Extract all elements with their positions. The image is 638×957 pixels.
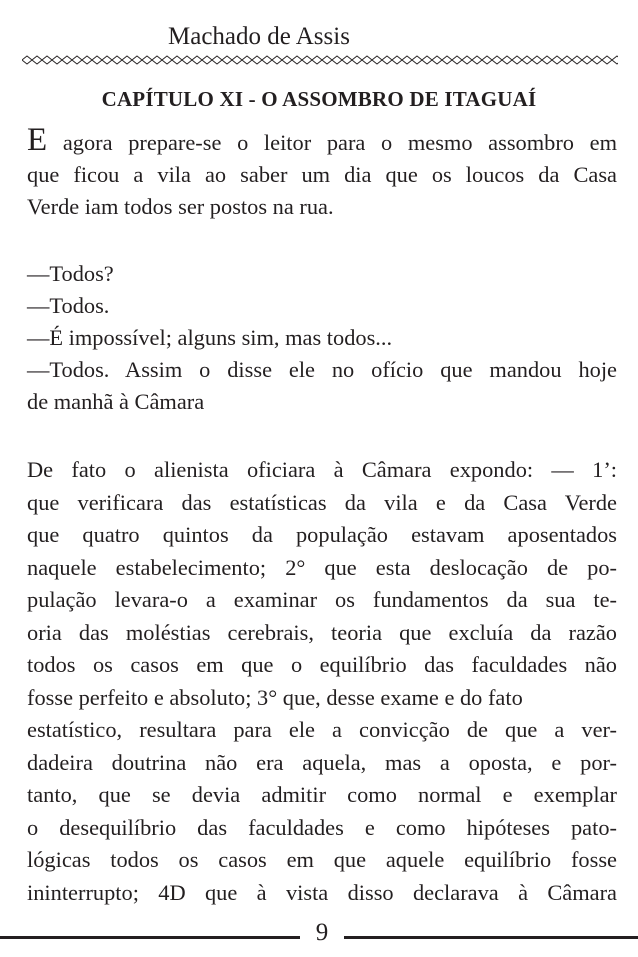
dialogue-block — [27, 258, 617, 418]
paragraph-line: oria das moléstias cerebrais, teoria que excluía da razão — [27, 619, 617, 645]
dialogue-line: —Todos. Assim o disse ele no ofício que mandou hoje — [27, 357, 617, 382]
paragraph-line: estatístico, resultara para ele a convicção de que a ver- — [27, 717, 617, 742]
running-header-author: Machado de Assis — [168, 23, 350, 50]
paragraph-line: que verificara das estatísticas da vila e da Casa Verde — [27, 489, 617, 515]
paragraph-line: fosse perfeito e absoluto; 3° que, desse exame e do fato — [27, 684, 523, 710]
paragraph-line: tanto, que se devia admitir como normal e exemplar — [27, 782, 617, 807]
page-number: 9 — [315, 919, 329, 946]
paragraph-line: ininterrupto; 4D que à vista disso declarava à Câmara — [27, 879, 617, 905]
dialogue-line: de manhã à Câmara — [27, 389, 205, 414]
paragraph-line: que ficou a vila ao saber um dia que os loucos da Casa — [27, 162, 617, 187]
paragraph-line: De fato o alienista oficiara à Câmara expondo: — 1’: — [27, 457, 617, 482]
footer-rule-right — [344, 936, 638, 939]
chapter-title: CAPÍTULO XI - O ASSOMBRO DE ITAGUAÍ — [101, 87, 537, 111]
paragraph-line: dadeira doutrina não era aquela, mas a oposta, e por- — [27, 749, 617, 775]
paragraph-line: naquele estabelecimento; 2° que esta deslocação de po- — [27, 554, 617, 580]
paragraph-line: todos os casos em que o equilíbrio das faculdades não — [27, 652, 617, 677]
ornamental-divider — [22, 55, 618, 65]
dialogue-line: —Todos? — [27, 261, 114, 286]
paragraph-report — [27, 454, 617, 909]
paragraph-line: lógicas todos os casos em que aquele equilíbrio fosse — [27, 847, 617, 872]
paragraph-line: Verde iam todos ser postos na rua. — [27, 194, 334, 219]
paragraph-line: E agora prepare-se o leitor para o mesmo assombro em — [27, 122, 617, 158]
paragraph-line: que quatro quintos da população estavam aposentados — [27, 522, 617, 547]
paragraph-line: o desequilíbrio das faculdades e como hipóteses pato- — [27, 814, 617, 840]
drop-cap: E — [27, 122, 48, 158]
paragraph-line: pulação levara-o a examinar os fundamentos da sua te- — [27, 587, 617, 612]
footer-rule-left — [0, 936, 300, 939]
paragraph-opening — [27, 122, 617, 223]
dialogue-line: —É impossível; alguns sim, mas todos... — [27, 325, 393, 350]
dialogue-line: —Todos. — [27, 293, 110, 318]
